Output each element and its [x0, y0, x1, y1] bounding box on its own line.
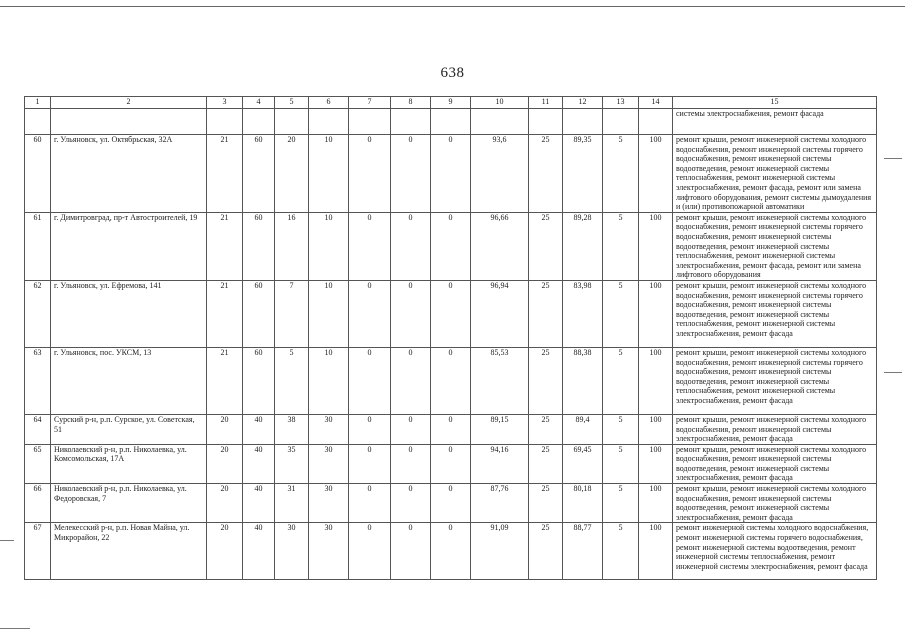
value-cell: 0 [349, 523, 391, 580]
value-cell: 60 [243, 212, 275, 280]
value-cell: 30 [309, 444, 349, 483]
works-cell: ремонт крыши, ремонт инженерной системы холодного водоснабжения, ремонт инженерной системы горячего водоснабжения, ремонт инженерной системы водоотведения, ремонт инженерной системы теплоснабжения, ремонт инженерной системы электроснабжения, ремонт фасада [673, 347, 877, 414]
scan-margin-mark [884, 372, 902, 373]
value-cell: 5 [603, 212, 639, 280]
table-row [25, 347, 877, 414]
address-cell: Николаевский р-н, р.п. Николаевка, ул. Федоровская, 7 [51, 484, 207, 523]
works-cell: ремонт крыши, ремонт инженерной системы холодного водоснабжения, ремонт инженерной системы горячего водоснабжения, ремонт инженерной системы водоотведения, ремонт инженерной системы теплоснабжения, ремонт инженерной системы электроснабжения, ремонт фасада, ремонт или замена лифтового оборудования, ремонт системы дымоудаления и (или) противопожарной автоматики [673, 135, 877, 213]
value-cell: 31 [275, 484, 309, 523]
value-cell: 83,98 [563, 280, 603, 347]
value-cell: 0 [349, 212, 391, 280]
value-cell: 40 [243, 414, 275, 444]
address-cell: г. Ульяновск, ул. Октябрьская, 32А [51, 135, 207, 213]
value-cell: 100 [639, 347, 673, 414]
column-number-row [25, 97, 877, 109]
value-cell: 100 [639, 135, 673, 213]
value-cell: 30 [275, 523, 309, 580]
value-cell: 10 [309, 347, 349, 414]
column-header: 8 [391, 97, 431, 109]
value-cell: 0 [431, 212, 471, 280]
value-cell: 5 [603, 414, 639, 444]
value-cell: 21 [207, 212, 243, 280]
value-cell: 0 [431, 135, 471, 213]
row-number: 60 [25, 135, 51, 213]
value-cell: 80,18 [563, 484, 603, 523]
column-header: 10 [471, 97, 529, 109]
column-header: 4 [243, 97, 275, 109]
value-cell: 25 [529, 212, 563, 280]
value-cell: 25 [529, 280, 563, 347]
value-cell: 0 [349, 444, 391, 483]
value-cell: 60 [243, 135, 275, 213]
works-cell: ремонт инженерной системы холодного водоснабжения, ремонт инженерной системы горячего водоснабжения, ремонт инженерной системы водоотведения, ремонт инженерной системы теплоснабжения, ремонт инженерной системы электроснабжения, ремонт фасада [673, 523, 877, 580]
works-cell: ремонт крыши, ремонт инженерной системы холодного водоснабжения, ремонт инженерной системы горячего водоснабжения, ремонт инженерной системы водоотведения, ремонт инженерной системы теплоснабжения, ремонт инженерной системы электроснабжения, ремонт фасада, ремонт или замена лифтового оборудования [673, 212, 877, 280]
table-row [25, 523, 877, 580]
column-header: 5 [275, 97, 309, 109]
value-cell: 0 [431, 280, 471, 347]
value-cell: 85,53 [471, 347, 529, 414]
row-number: 65 [25, 444, 51, 483]
works-cell: ремонт крыши, ремонт инженерной системы холодного водоснабжения, ремонт инженерной системы горячего водоснабжения, ремонт инженерной системы водоотведения, ремонт инженерной системы теплоснабжения, ремонт инженерной системы электроснабжения, ремонт фасада [673, 280, 877, 347]
value-cell: 5 [275, 347, 309, 414]
value-cell: 20 [207, 444, 243, 483]
row-number: 62 [25, 280, 51, 347]
value-cell: 0 [349, 484, 391, 523]
value-cell: 5 [603, 347, 639, 414]
value-cell: 25 [529, 484, 563, 523]
value-cell: 20 [275, 135, 309, 213]
value-cell: 30 [309, 523, 349, 580]
column-header: 9 [431, 97, 471, 109]
value-cell: 96,94 [471, 280, 529, 347]
scan-margin-mark [0, 628, 30, 629]
table-row-continuation [25, 109, 877, 135]
row-number: 64 [25, 414, 51, 444]
value-cell: 0 [391, 212, 431, 280]
column-header: 6 [309, 97, 349, 109]
table-row [25, 280, 877, 347]
value-cell: 5 [603, 444, 639, 483]
value-cell: 21 [207, 135, 243, 213]
value-cell: 0 [391, 135, 431, 213]
value-cell: 0 [431, 347, 471, 414]
column-header: 14 [639, 97, 673, 109]
value-cell: 0 [391, 280, 431, 347]
row-number: 61 [25, 212, 51, 280]
table-row [25, 414, 877, 444]
value-cell: 10 [309, 212, 349, 280]
value-cell: 0 [431, 484, 471, 523]
value-cell: 0 [391, 347, 431, 414]
value-cell: 5 [603, 280, 639, 347]
table-row [25, 444, 877, 483]
value-cell: 100 [639, 414, 673, 444]
value-cell: 87,76 [471, 484, 529, 523]
value-cell: 30 [309, 414, 349, 444]
value-cell: 96,66 [471, 212, 529, 280]
table-row [25, 484, 877, 523]
value-cell: 100 [639, 280, 673, 347]
works-cell: ремонт крыши, ремонт инженерной системы холодного водоснабжения, ремонт инженерной системы электроснабжения, ремонт фасада [673, 414, 877, 444]
works-cell: ремонт крыши, ремонт инженерной системы холодного водоснабжения, ремонт инженерной системы водоотведения, ремонт инженерной системы электроснабжения, ремонт фасада [673, 444, 877, 483]
value-cell: 20 [207, 523, 243, 580]
value-cell: 20 [207, 414, 243, 444]
value-cell: 21 [207, 280, 243, 347]
value-cell: 21 [207, 347, 243, 414]
value-cell: 88,77 [563, 523, 603, 580]
value-cell: 30 [309, 484, 349, 523]
value-cell: 10 [309, 280, 349, 347]
page-number: 638 [440, 65, 465, 81]
value-cell: 69,45 [563, 444, 603, 483]
value-cell: 5 [603, 135, 639, 213]
value-cell: 88,38 [563, 347, 603, 414]
value-cell: 7 [275, 280, 309, 347]
value-cell: 89,35 [563, 135, 603, 213]
value-cell: 89,4 [563, 414, 603, 444]
row-number: 67 [25, 523, 51, 580]
value-cell: 93,6 [471, 135, 529, 213]
value-cell: 100 [639, 484, 673, 523]
value-cell: 0 [349, 280, 391, 347]
value-cell: 35 [275, 444, 309, 483]
works-cell: системы электроснабжения, ремонт фасада [673, 109, 877, 135]
value-cell: 40 [243, 484, 275, 523]
column-header: 15 [673, 97, 877, 109]
value-cell: 20 [207, 484, 243, 523]
column-header: 1 [25, 97, 51, 109]
value-cell: 0 [391, 484, 431, 523]
value-cell: 94,16 [471, 444, 529, 483]
value-cell: 0 [349, 347, 391, 414]
table-row [25, 212, 877, 280]
address-cell: г. Димитровград, пр-т Автостроителей, 19 [51, 212, 207, 280]
value-cell: 25 [529, 414, 563, 444]
value-cell: 100 [639, 523, 673, 580]
value-cell: 25 [529, 347, 563, 414]
address-cell: Сурский р-н, р.п. Сурское, ул. Советская, 51 [51, 414, 207, 444]
value-cell: 25 [529, 444, 563, 483]
address-cell: Мелекесский р-н, р.п. Новая Майна, ул. Микрорайон, 22 [51, 523, 207, 580]
value-cell: 0 [431, 523, 471, 580]
address-cell: г. Ульяновск, пос. УКСМ, 13 [51, 347, 207, 414]
scan-margin-mark [0, 540, 14, 541]
column-header: 2 [51, 97, 207, 109]
repair-program-table [24, 96, 877, 580]
column-header: 13 [603, 97, 639, 109]
value-cell: 100 [639, 212, 673, 280]
table-row [25, 135, 877, 213]
value-cell: 0 [349, 135, 391, 213]
column-header: 11 [529, 97, 563, 109]
address-cell: Николаевский р-н, р.п. Николаевка, ул. Комсомольская, 17А [51, 444, 207, 483]
column-header: 7 [349, 97, 391, 109]
value-cell: 89,15 [471, 414, 529, 444]
row-number: 66 [25, 484, 51, 523]
value-cell: 40 [243, 444, 275, 483]
value-cell: 25 [529, 135, 563, 213]
value-cell: 10 [309, 135, 349, 213]
value-cell: 60 [243, 347, 275, 414]
value-cell: 0 [349, 414, 391, 444]
value-cell: 38 [275, 414, 309, 444]
row-number: 63 [25, 347, 51, 414]
value-cell: 100 [639, 444, 673, 483]
value-cell: 5 [603, 484, 639, 523]
value-cell: 40 [243, 523, 275, 580]
value-cell: 60 [243, 280, 275, 347]
scan-margin-mark [884, 158, 902, 159]
value-cell: 16 [275, 212, 309, 280]
value-cell: 0 [391, 523, 431, 580]
value-cell: 0 [391, 414, 431, 444]
value-cell: 0 [431, 414, 471, 444]
address-cell: г. Ульяновск, ул. Ефремова, 141 [51, 280, 207, 347]
column-header: 12 [563, 97, 603, 109]
scan-top-edge [0, 6, 905, 7]
value-cell: 25 [529, 523, 563, 580]
value-cell: 89,28 [563, 212, 603, 280]
works-cell: ремонт крыши, ремонт инженерной системы холодного водоснабжения, ремонт инженерной системы водоотведения, ремонт инженерной системы электроснабжения, ремонт фасада [673, 484, 877, 523]
value-cell: 0 [431, 444, 471, 483]
value-cell: 0 [391, 444, 431, 483]
value-cell: 91,09 [471, 523, 529, 580]
value-cell: 5 [603, 523, 639, 580]
column-header: 3 [207, 97, 243, 109]
